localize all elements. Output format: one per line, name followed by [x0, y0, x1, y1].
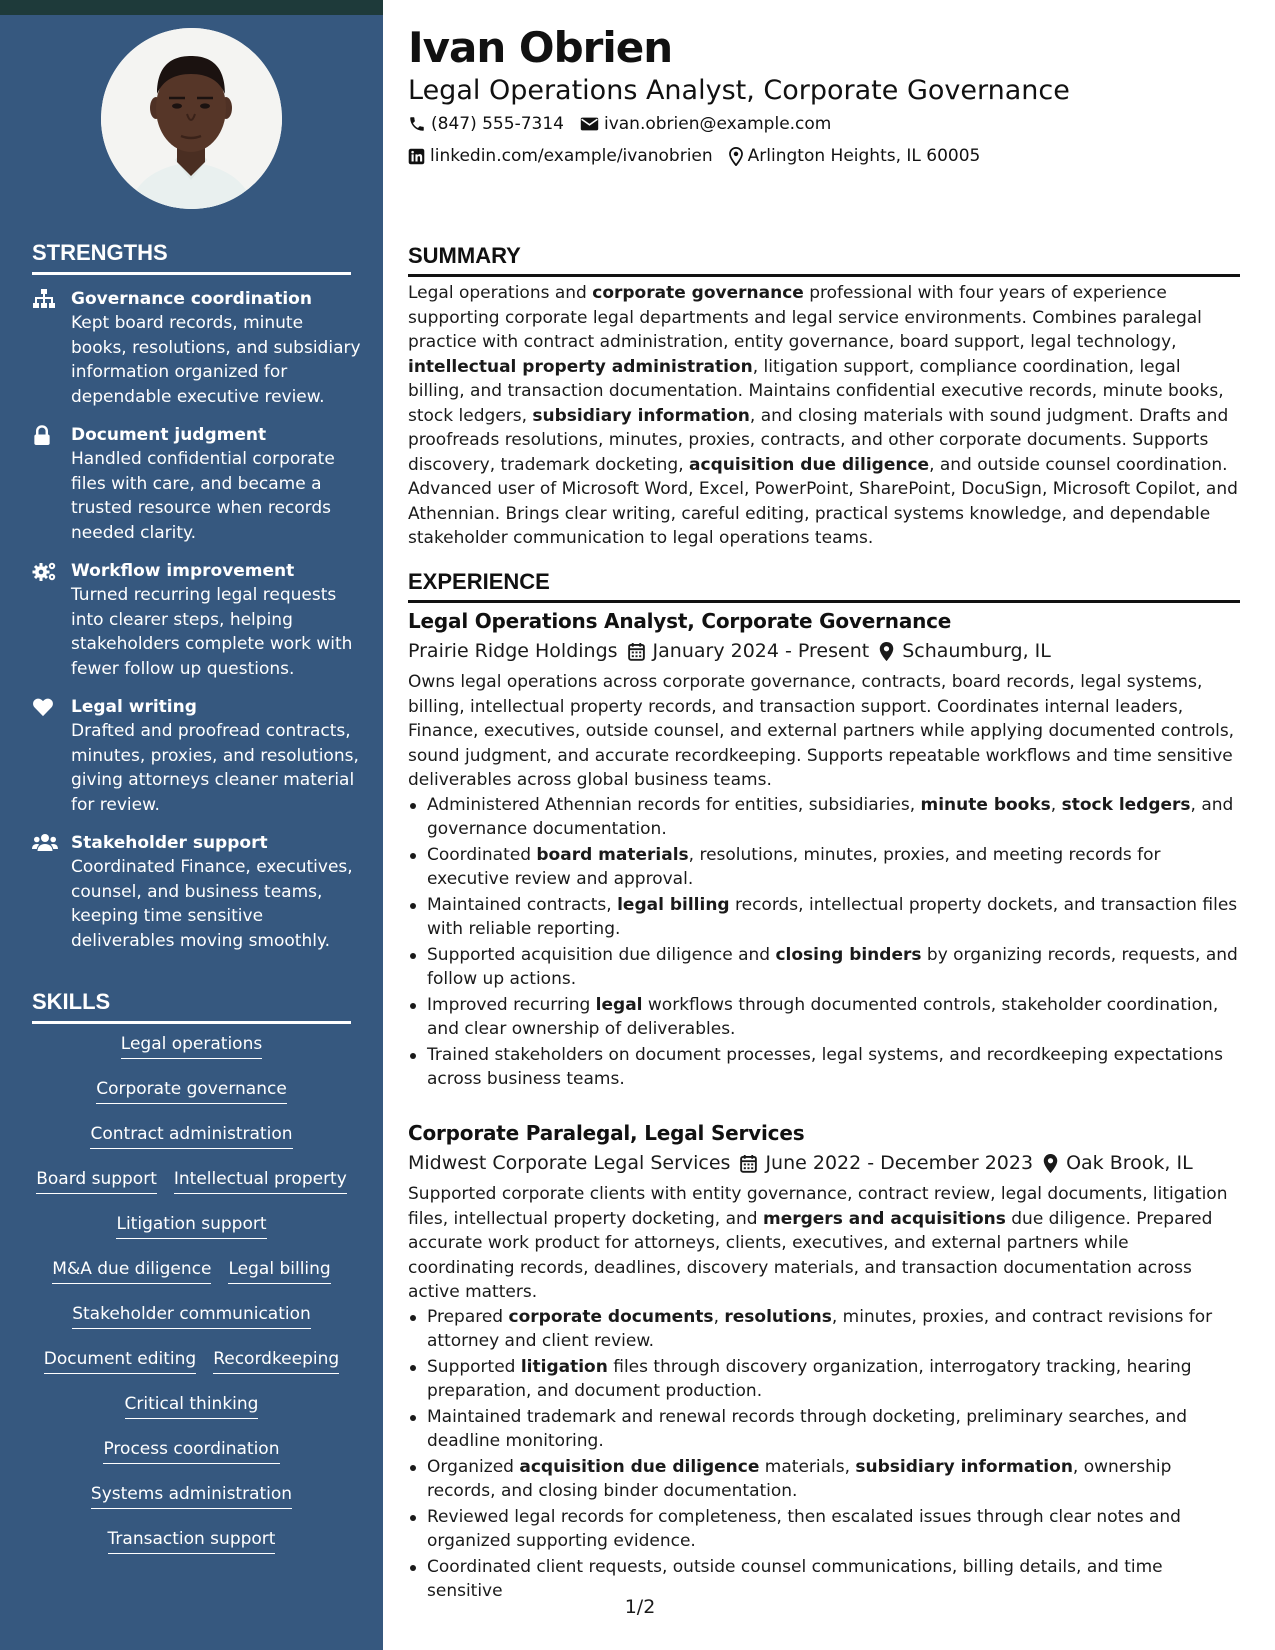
skill-row	[32, 1033, 351, 1078]
job-location-text: Oak Brook, IL	[1066, 1152, 1193, 1174]
contact-row-2	[408, 145, 980, 167]
job-title: Corporate Paralegal, Legal Services	[408, 1121, 805, 1145]
map-pin-icon	[1043, 1153, 1058, 1174]
emphasis-text: closing binders	[775, 944, 922, 965]
job-bullet	[408, 1505, 1240, 1554]
skills-heading: SKILLS	[32, 989, 351, 1024]
text-run: , minutes, proxies, and contract revisions for attorney and client review.	[427, 1306, 1213, 1351]
text-run: Supported	[427, 1356, 521, 1377]
emphasis-text: corporate governance	[592, 283, 804, 303]
skill-row	[32, 1438, 351, 1483]
skill-row	[32, 1168, 351, 1213]
text-run: , ownership records, and closing binder documentation.	[427, 1456, 1172, 1501]
emphasis-text: subsidiary information	[855, 1456, 1073, 1477]
text-run: by organizing records, requests, and follow up actions.	[427, 944, 1238, 989]
text-run: files through discovery organization, interrogatory tracking, hearing preparation, and document production.	[427, 1356, 1192, 1401]
gears-icon	[32, 561, 56, 581]
job-bullet-list	[408, 793, 1240, 1092]
text-run: Supported corporate clients with entity governance, contract review, legal documents, litigation files, intellectual property docketing, and	[408, 1184, 1228, 1229]
skill-tag: Litigation support	[116, 1213, 266, 1239]
text-run: , and governance documentation.	[427, 794, 1234, 839]
job-bullet	[408, 843, 1240, 892]
text-run: ,	[713, 1306, 725, 1327]
experience-heading: EXPERIENCE	[408, 569, 1240, 603]
emphasis-text: corporate documents	[508, 1306, 714, 1327]
job-bullet	[408, 1555, 1240, 1604]
linkedin-url[interactable]: linkedin.com/example/ivanobrien	[430, 146, 713, 166]
contact-row-1	[408, 113, 831, 135]
job-bullet-list	[408, 1305, 1240, 1604]
skill-tag: Legal billing	[228, 1258, 330, 1284]
text-run: Trained stakeholders on document processes, legal systems, and recordkeeping expectations across business teams.	[427, 1044, 1223, 1089]
linkedin-icon	[408, 148, 425, 165]
strength-description: Kept board records, minute books, resolutions, and subsidiary information organized for dependable executive review.	[71, 313, 361, 407]
emphasis-text: resolutions	[724, 1306, 832, 1327]
skill-row	[32, 1123, 351, 1168]
job-dates-text: January 2024 - Present	[652, 640, 870, 662]
envelope-icon	[580, 116, 599, 132]
phone-icon	[408, 115, 426, 133]
calendar-icon	[740, 1154, 757, 1173]
emphasis-text: minute books	[920, 794, 1051, 815]
emphasis-text: stock ledgers	[1061, 794, 1191, 815]
text-run: Maintained contracts,	[427, 894, 618, 915]
strength-item	[32, 287, 362, 409]
strength-description: Coordinated Finance, executives, counsel, and business teams, keeping time sensitive deliverables moving smoothly.	[71, 857, 353, 951]
text-run: ,	[1050, 794, 1062, 815]
job-location	[879, 637, 1051, 665]
job-bullet	[408, 943, 1240, 992]
job-bullet	[408, 1305, 1240, 1354]
users-icon	[32, 833, 56, 853]
skill-tag: Systems administration	[91, 1483, 292, 1509]
sidebar-top-bar	[0, 0, 383, 15]
job-location-text: Schaumburg, IL	[902, 640, 1051, 662]
text-run: Prepared	[427, 1306, 509, 1327]
job-title: Legal Operations Analyst, Corporate Governance	[408, 609, 952, 633]
emphasis-text: acquisition due diligence	[519, 1456, 760, 1477]
skill-row	[32, 1528, 351, 1573]
skill-tag: Document editing	[44, 1348, 196, 1374]
strength-title: Stakeholder support	[71, 833, 268, 853]
job-dates	[740, 1149, 1033, 1177]
job-description	[408, 1182, 1240, 1305]
job-bullet	[408, 1455, 1240, 1504]
text-run: workflows through documented controls, stakeholder coordination, and clear ownership of deliverables.	[427, 994, 1219, 1039]
skills-list	[32, 1033, 351, 1573]
company-name: Midwest Corporate Legal Services	[408, 1152, 731, 1174]
text-run: Supported acquisition due diligence and	[427, 944, 776, 965]
email-contact[interactable]	[580, 113, 831, 135]
text-run: materials,	[759, 1456, 856, 1477]
job-entry	[408, 1119, 1240, 1605]
job-meta	[408, 1149, 1240, 1177]
strength-title: Governance coordination	[71, 289, 312, 309]
skill-tag: Transaction support	[108, 1528, 276, 1554]
phone-number: (847) 555-7314	[431, 114, 564, 134]
strength-title: Document judgment	[71, 425, 267, 445]
text-run: Organized	[427, 1456, 520, 1477]
strengths-list	[32, 287, 362, 967]
skill-tag: Legal operations	[121, 1033, 262, 1059]
job-bullet	[408, 1043, 1240, 1092]
text-run: Owns legal operations across corporate governance, contracts, board records, legal systems, billing, intellectual property records, and transaction support. Coordinates internal leaders, Finance, executives, outside counsel, and external partners while applying documented controls, sound judgment, and accurate recordkeeping. Supports repeatable workflows and time sensitive deliverables across global business teams.	[408, 672, 1235, 790]
emphasis-text: mergers and acquisitions	[762, 1208, 1006, 1229]
text-run: records, intellectual property dockets, and transaction files with reliable reporting.	[427, 894, 1238, 939]
profile-photo	[101, 28, 282, 209]
skill-row	[32, 1348, 351, 1393]
strength-description: Turned recurring legal requests into clearer steps, helping stakeholders complete work with fewer follow up questions.	[71, 585, 353, 679]
skill-tag: Stakeholder communication	[72, 1303, 311, 1329]
map-pin-icon	[729, 147, 743, 166]
skill-tag: Recordkeeping	[213, 1348, 339, 1374]
strength-title: Legal writing	[71, 697, 197, 717]
strength-description: Handled confidential corporate files with care, and became a trusted resource when records needed clarity.	[71, 449, 335, 543]
summary-text	[408, 281, 1240, 551]
text-run: Maintained trademark and renewal records through docketing, preliminary searches, and deadline monitoring.	[427, 1406, 1188, 1451]
skill-row	[32, 1258, 351, 1303]
phone-contact	[408, 113, 564, 135]
skill-row	[32, 1078, 351, 1123]
candidate-headline: Legal Operations Analyst, Corporate Governance	[408, 75, 1070, 106]
strength-description: Drafted and proofread contracts, minutes, proxies, and resolutions, giving attorneys cleaner material for review.	[71, 721, 359, 815]
emphasis-text: legal	[595, 994, 643, 1015]
lock-icon	[32, 425, 56, 445]
job-bullet	[408, 1355, 1240, 1404]
job-description	[408, 670, 1240, 793]
skill-tag: Contract administration	[90, 1123, 292, 1149]
calendar-icon	[628, 642, 645, 661]
strength-item	[32, 559, 362, 681]
skill-tag: Intellectual property	[174, 1168, 347, 1194]
text-run: Administered Athennian records for entities, subsidiaries,	[427, 794, 921, 815]
text-run: , resolutions, minutes, proxies, and meeting records for executive review and approval.	[427, 844, 1161, 889]
skill-row	[32, 1303, 351, 1348]
job-bullet	[408, 793, 1240, 842]
skill-tag: Board support	[36, 1168, 157, 1194]
linkedin-contact[interactable]	[408, 145, 713, 167]
skill-tag: Critical thinking	[125, 1393, 259, 1419]
text-run: Coordinated	[427, 844, 537, 865]
text-run: Legal operations and	[408, 283, 593, 303]
text-run: professional with four years of experience supporting corporate legal departments and legal service environments. Combines paralegal practice with contract administration, entity governance, board support, legal technology,	[408, 283, 1202, 352]
sitemap-icon	[32, 289, 56, 309]
job-meta	[408, 637, 1240, 665]
skill-tag: M&A due diligence	[52, 1258, 211, 1284]
text-run: , litigation support, compliance coordination, legal billing, and transaction documentation. Maintains confidential executive records, minute books, stock ledgers,	[408, 356, 1224, 426]
emphasis-text: litigation	[520, 1356, 608, 1377]
emphasis-text: legal billing	[617, 894, 730, 915]
strength-title: Workflow improvement	[71, 561, 295, 581]
location-text: Arlington Heights, IL 60005	[747, 146, 981, 166]
strengths-heading: STRENGTHS	[32, 240, 351, 275]
text-run: Reviewed legal records for completeness, then escalated issues through clear notes and organized supporting evidence.	[427, 1506, 1181, 1551]
text-run: , and outside counsel coordination. Advanced user of Microsoft Word, Excel, PowerPoint, SharePoint, DocuSign, Microsoft Copilot, and Athennian. Brings clear writing, careful editing, practical systems knowledge, and dependable stakeholder communication to legal operations teams.	[408, 454, 1238, 548]
strength-item	[32, 831, 362, 953]
text-run: Improved recurring	[427, 994, 596, 1015]
strength-item	[32, 695, 362, 817]
strength-item	[32, 423, 362, 545]
job-entry	[408, 607, 1240, 1093]
skill-row	[32, 1213, 351, 1258]
job-location	[1043, 1149, 1193, 1177]
emphasis-text: intellectual property administration	[408, 356, 753, 377]
text-run: , and closing materials with sound judgment. Drafts and proofreads resolutions, minutes, proxies, contracts, and other corporate documents. Supports discovery, trademark docketing,	[408, 405, 1229, 475]
emphasis-text: acquisition due diligence	[689, 454, 930, 475]
skill-row	[32, 1393, 351, 1438]
skill-tag: Process coordination	[103, 1438, 279, 1464]
job-dates-text: June 2022 - December 2023	[765, 1152, 1034, 1174]
job-bullet	[408, 893, 1240, 942]
summary-heading: SUMMARY	[408, 243, 1240, 277]
job-bullet	[408, 1405, 1240, 1454]
map-pin-icon	[879, 641, 894, 662]
job-dates	[628, 637, 870, 665]
sidebar	[0, 0, 383, 1650]
location-contact	[729, 145, 981, 167]
skill-tag: Corporate governance	[96, 1078, 287, 1104]
emphasis-text: subsidiary information	[532, 405, 750, 426]
text-run: due diligence. Prepared accurate work product for attorneys, clients, executives, and external partners while coordinating records, deadlines, discovery materials, and transaction documentation across active matters.	[408, 1208, 1213, 1302]
email-address[interactable]: ivan.obrien@example.com	[603, 114, 832, 134]
page-number: 1/2	[624, 1596, 656, 1618]
heart-icon	[32, 697, 56, 717]
emphasis-text: board materials	[536, 844, 689, 865]
text-run: Coordinated client requests, outside counsel communications, billing details, and time sensitive	[427, 1556, 1163, 1601]
skill-row	[32, 1483, 351, 1528]
job-bullet	[408, 993, 1240, 1042]
company-name: Prairie Ridge Holdings	[408, 640, 618, 662]
candidate-name: Ivan Obrien	[408, 23, 673, 72]
